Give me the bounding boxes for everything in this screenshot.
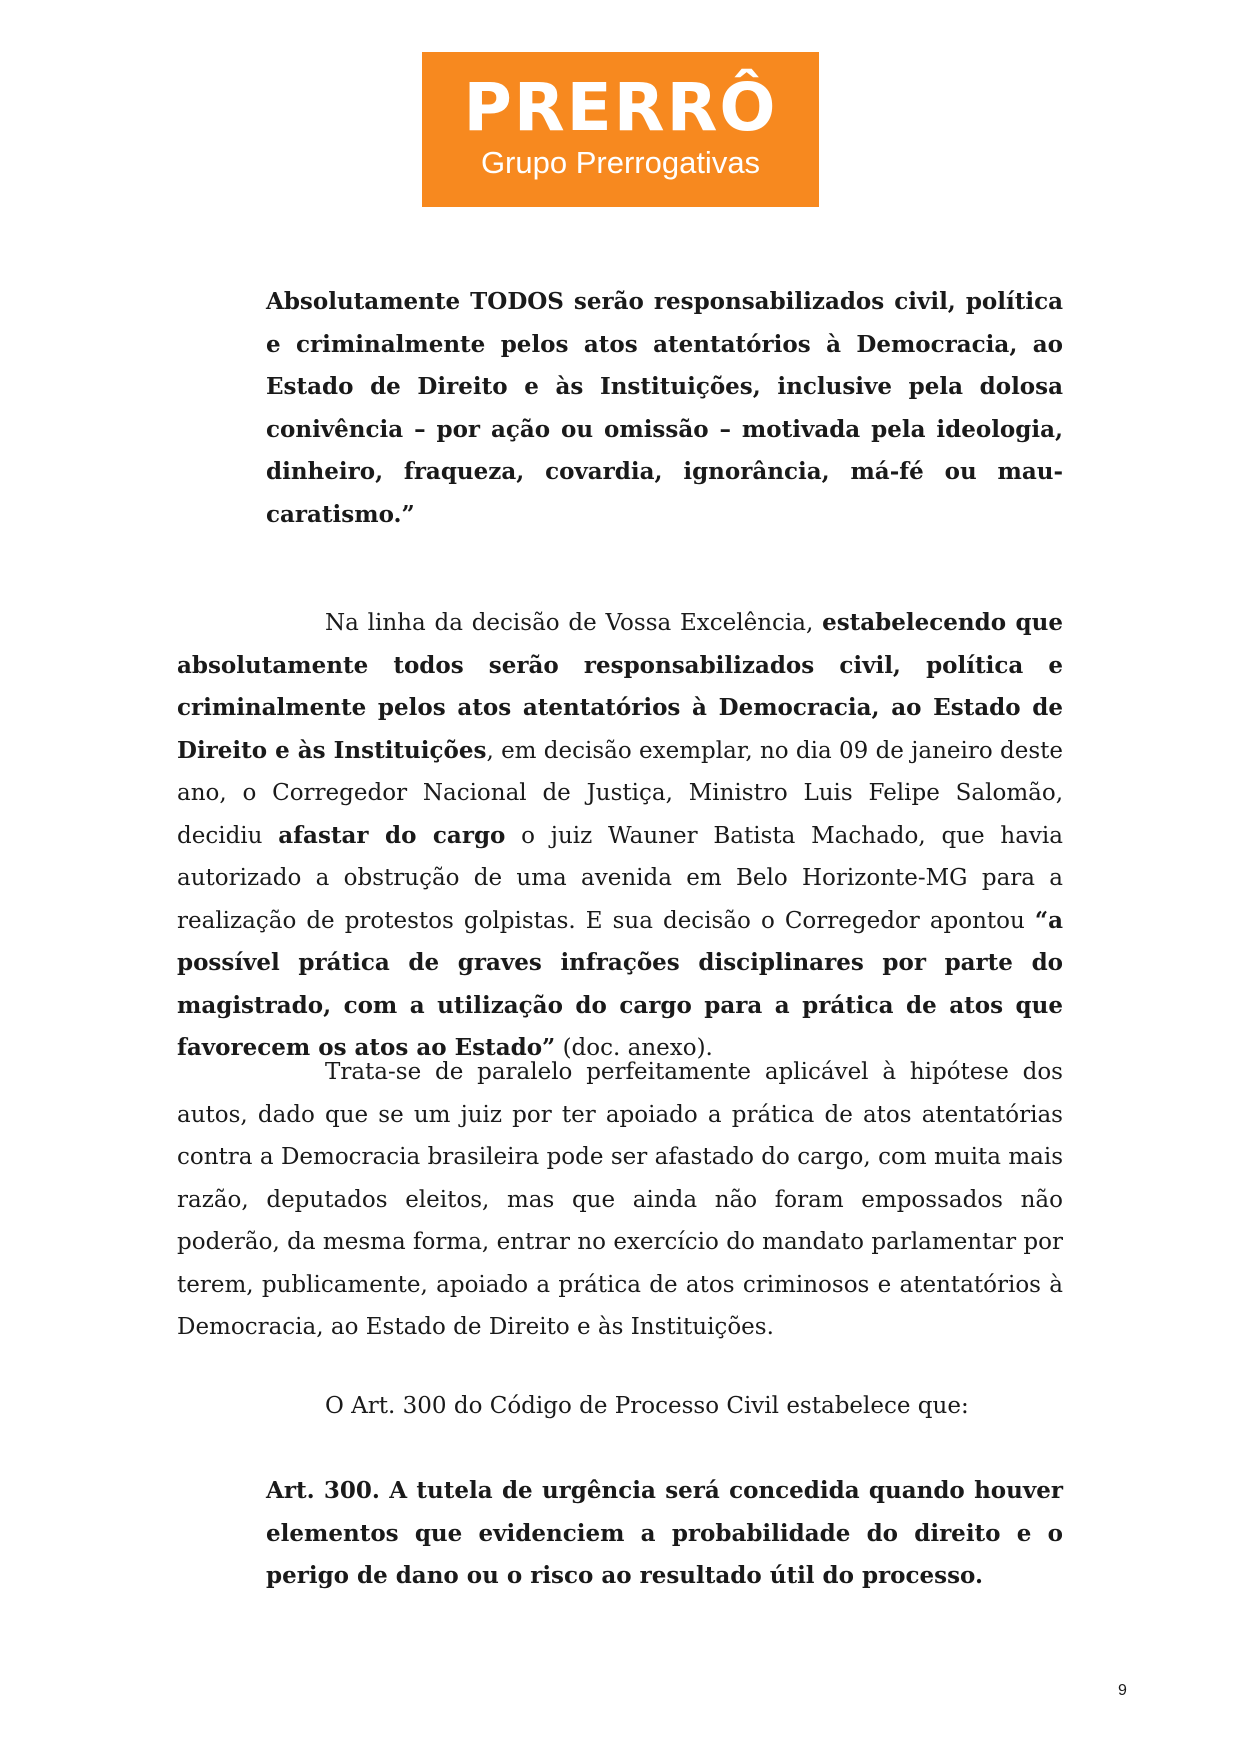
paragraph-decision-part-2: estabelecendo que absolutamente todos serão responsabilizados civil, política e criminalmente pelos atos atentatórios à Democracia, ao Estado de Direito e às Instituições bbox=[177, 609, 1063, 764]
paragraph-decision-part-3: , em decisão exemplar, no dia 09 de janeiro deste ano, o Corregedor Nacional de Justiça, Ministro Luis Felipe Salomão, decidiu bbox=[177, 737, 1064, 849]
paragraph-art-300-intro: O Art. 300 do Código de Processo Civil estabelece que: bbox=[325, 1393, 969, 1419]
logo-title: PRERRÔ bbox=[463, 69, 778, 146]
prerro-logo bbox=[422, 52, 819, 207]
paragraph-parallel: Trata-se de paralelo perfeitamente aplicável à hipótese dos autos, dado que se um juiz por ter apoiado a prática de atos atentatórias contra a Democracia brasileira pode ser afastado do cargo, com muita mais razão, deputados eleitos, mas que ainda não foram empossados não poderão, da mesma forma, entrar no exercício do mandato parlamentar por terem, publicamente, apoiado a prática de atos criminosos e atentatórios à Democracia, ao Estado de Direito e às Instituições. bbox=[177, 1059, 1063, 1340]
page-number: 9 bbox=[1118, 1682, 1127, 1699]
quote-block-art-300: Art. 300. A tutela de urgência será concedida quando houver elementos que evidenciem a probabilidade do direito e o perigo de dano ou o risco ao resultado útil do processo. bbox=[266, 1477, 1063, 1589]
paragraph-decision-part-1: Na linha da decisão de Vossa Excelência, bbox=[325, 610, 823, 636]
paragraph-decision-part-6: “a possível prática de graves infrações disciplinares por parte do magistrado, com a utilização do cargo para a prática de atos que favorecem os atos ao Estado” bbox=[177, 906, 1063, 1061]
paragraph-decision bbox=[177, 602, 1063, 1070]
paragraph-decision-part-5: o juiz Wauner Batista Machado, que havia autorizado a obstrução de uma avenida em Belo Horizonte-MG para a realização de protestos golpistas. E sua decisão o Corregedor apontou bbox=[177, 822, 1063, 934]
paragraph-decision-part-7: (doc. anexo). bbox=[555, 1035, 713, 1061]
quote-block-democracy: Absolutamente TODOS serão responsabilizados civil, política e criminalmente pelos atos atentatórios à Democracia, ao Estado de Direito e às Instituições, inclusive pela dolosa conivência – por ação ou omissão – motivada pela ideologia, dinheiro, fraqueza, covardia, ignorância, má-fé ou mau-caratismo.” bbox=[266, 288, 1063, 528]
logo-subtitle: Grupo Prerrogativas bbox=[480, 145, 761, 180]
paragraph-decision-part-4: afastar do cargo bbox=[278, 821, 506, 849]
